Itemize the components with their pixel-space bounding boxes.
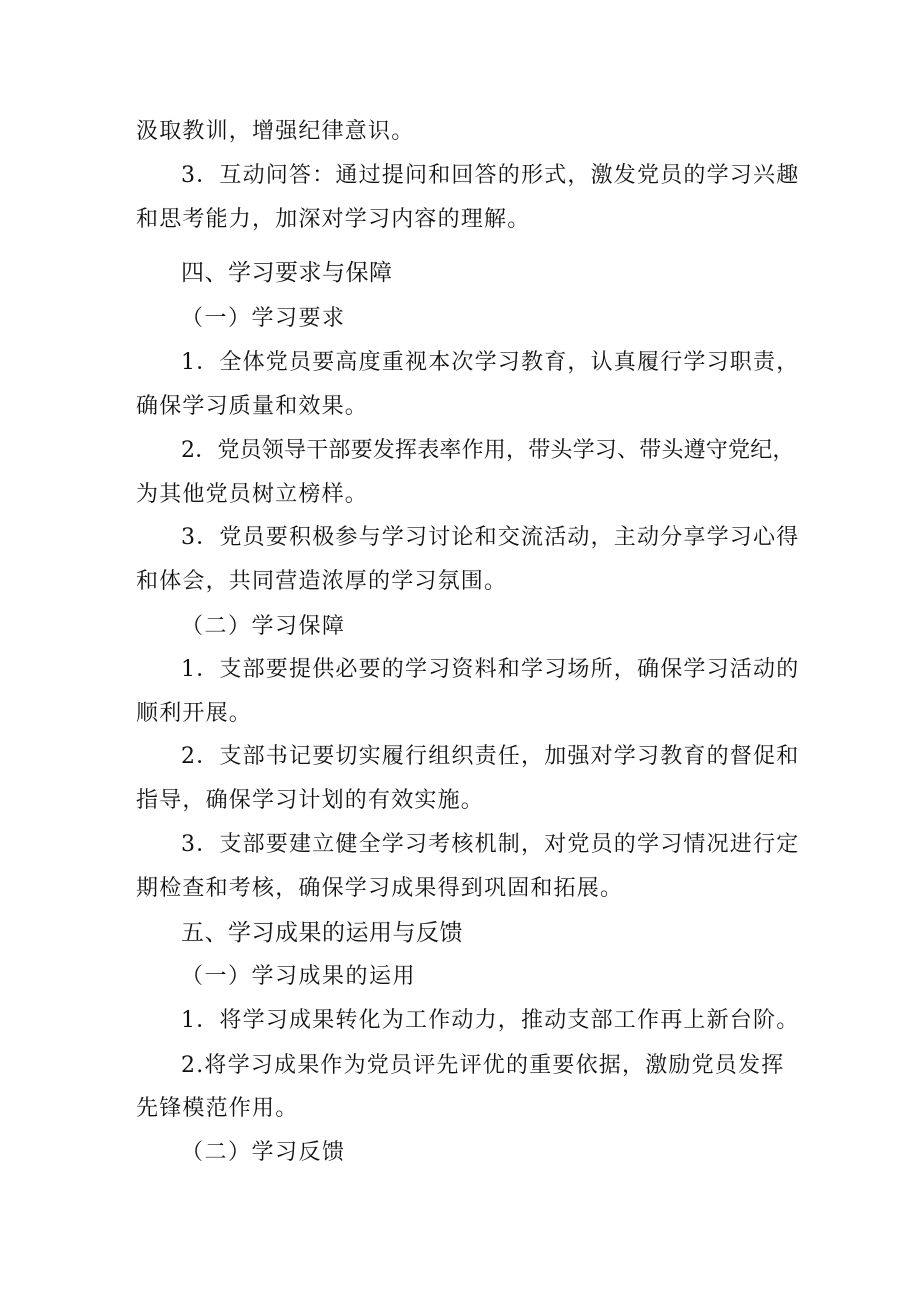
paragraph-line: 汲取教训，增强纪律意识。 xyxy=(136,119,415,144)
paragraph-line: 3．互动问答：通过提问和回答的形式，激发党员的学习兴趣 xyxy=(181,163,800,188)
paragraph-line: 1．支部要提供必要的学习资料和学习场所，确保学习活动的 xyxy=(181,657,800,682)
paragraph-line: 1．将学习成果转化为工作动力，推动支部工作再上新台阶。 xyxy=(181,1008,800,1033)
paragraph-line: 顺利开展。 xyxy=(136,701,253,726)
subsection-heading: （二）学习保障 xyxy=(181,614,346,639)
paragraph-line: 3．支部要建立健全学习考核机制，对党员的学习情况进行定 xyxy=(181,832,800,857)
paragraph-line: 确保学习质量和效果。 xyxy=(136,394,369,419)
section-heading: 五、学习成果的运用与反馈 xyxy=(181,920,463,946)
paragraph-line: 和思考能力，加深对学习内容的理解。 xyxy=(136,207,531,232)
paragraph-line: 为其他党员树立榜样。 xyxy=(136,482,369,507)
paragraph-line: 期检查和考核，确保学习成果得到巩固和拓展。 xyxy=(136,876,624,901)
subsection-heading: （一）学习成果的运用 xyxy=(181,964,417,989)
subsection-heading: （二）学习反馈 xyxy=(181,1140,346,1165)
subsection-heading: （一）学习要求 xyxy=(181,306,346,331)
paragraph-line: 先锋模范作用。 xyxy=(136,1096,299,1121)
paragraph-line: 2.将学习成果作为党员评先评优的重要依据，激励党员发挥 xyxy=(181,1053,785,1078)
paragraph-line: 3．党员要积极参与学习讨论和交流活动，主动分享学习心得 xyxy=(181,525,800,550)
paragraph-line: 指导，确保学习计划的有效实施。 xyxy=(136,788,485,813)
section-heading: 四、学习要求与保障 xyxy=(181,260,393,286)
paragraph-line: 2．支部书记要切实履行组织责任，加强对学习教育的督促和 xyxy=(181,744,800,769)
paragraph-line: 2．党员领导干部要发挥表率作用，带头学习、带头遵守党纪， xyxy=(181,438,795,463)
paragraph-line: 1．全体党员要高度重视本次学习教育，认真履行学习职责， xyxy=(181,350,800,375)
paragraph-line: 和体会，共同营造浓厚的学习氛围。 xyxy=(136,569,508,594)
